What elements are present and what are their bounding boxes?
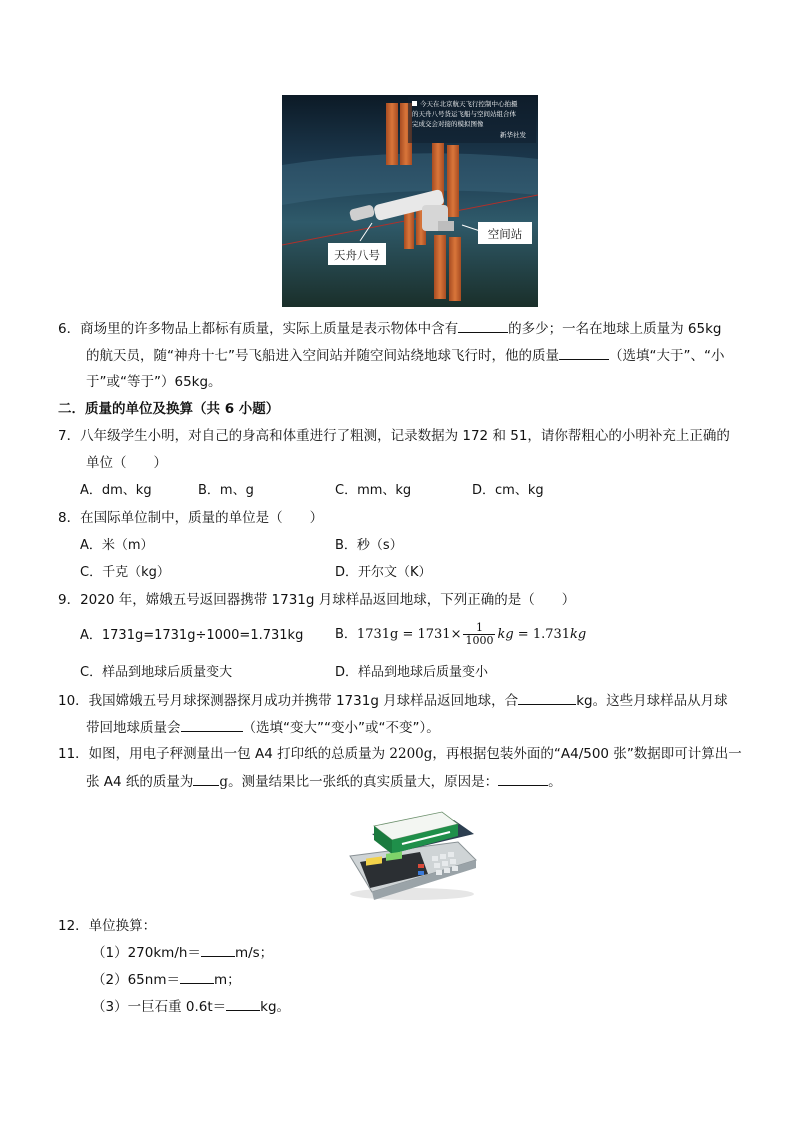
q12-title: 12．单位换算： [58, 918, 157, 934]
q10-blank-2[interactable] [181, 717, 243, 732]
q8-option-b[interactable]: B．秒（s） [335, 538, 403, 553]
q11-line-1: 11．如图，用电子秤测量出一包 A4 打印纸的总质量为 2200g，再根据包装外面的“A4/500 张”数据即可计算出一 [58, 746, 742, 762]
q12-item-2: （2）65nm＝ m； [92, 969, 241, 990]
fraction-denominator: 1000 [465, 634, 494, 647]
label-tianzhou: 天舟八号 [334, 248, 380, 262]
q7-option-c[interactable]: C．mm、kg [335, 483, 412, 498]
caption-line-3: 完成交会对接的模拟图像 [412, 120, 484, 128]
caption-line-2: 的天舟八号货运飞船与空间站组合体 [412, 110, 516, 118]
q12-item-3: （3）一巨石重 0.6t＝ kg。 [92, 996, 290, 1017]
q11-line-2: 张 A4 纸的质量为 g。测量结果比一张纸的真实质量大，原因是： 。 [86, 771, 562, 792]
q8-stem: 8．在国际单位制中，质量的单位是（ ） [58, 510, 324, 526]
q6-blank-1[interactable] [458, 318, 508, 333]
q6-line-1: 6．商场里的许多物品上都标有质量，实际上质量是表示物体中含有 的多少；一名在地球上质量为 65kg [58, 318, 721, 339]
q9-option-b[interactable]: B．1731g = 1731× $\frac{1}{1000}$ kg = 1.731kg [335, 621, 587, 647]
q9-option-c[interactable]: C．样品到地球后质量变大 [80, 665, 233, 680]
space-station-image [282, 95, 538, 307]
q6-line-2: 的航天员，随“神舟十七”号飞船进入空间站并随空间站绕地球飞行时，他的质量 （选填“大于”、“小 [86, 345, 724, 366]
q8-option-c[interactable]: C．千克（kg） [80, 565, 170, 580]
q12-blank-1[interactable] [201, 942, 235, 957]
q7-stem-2: 单位（ ） [86, 455, 167, 471]
q10-line-2: 带回地球质量会 （选填“变大”“变小”或“不变”）。 [86, 717, 440, 738]
q10-blank-1[interactable] [518, 690, 576, 705]
q8-option-d[interactable]: D．开尔文（K） [335, 565, 432, 580]
q10-line-1: 10．我国嫦娥五号月球探测器探月成功并携带 1731g 月球样品返回地球，合 kg。这些月球样品从月球 [58, 690, 728, 711]
caption-credit: 新华社发 [500, 131, 526, 139]
q9-option-a[interactable]: A．1731g=1731g÷1000=1.731kg [80, 628, 304, 643]
q12-blank-2[interactable] [180, 969, 214, 984]
caption-line-1: 今天在北京航天飞行控制中心拍摄 [420, 100, 518, 108]
q11-blank-1[interactable] [193, 771, 219, 786]
q12-item-1: （1）270km/h＝ m/s； [92, 942, 273, 963]
label-space-station: 空间站 [487, 227, 523, 241]
q7-option-a[interactable]: A．dm、kg [80, 483, 152, 498]
q6-blank-2[interactable] [559, 345, 609, 360]
q12-blank-3[interactable] [226, 996, 260, 1011]
q8-option-a[interactable]: A．米（m） [80, 538, 154, 553]
q7-option-d[interactable]: D．cm、kg [472, 483, 544, 498]
electronic-scale-image [342, 804, 482, 902]
q9-stem: 9．2020 年，嫦娥五号返回器携带 1731g 月球样品返回地球，下列正确的是（ ） [58, 592, 576, 608]
q9-option-d[interactable]: D．样品到地球后质量变小 [335, 665, 489, 680]
q6-line-3: 于”或“等于”）65kg。 [86, 374, 222, 390]
section-title: 二．质量的单位及换算（共 6 小题） [58, 401, 280, 417]
q7-stem: 7．八年级学生小明，对自己的身高和体重进行了粗测，记录数据为 172 和 51，请你帮粗心的小明补充上正确的 [58, 428, 730, 444]
fraction-numerator: 1 [463, 622, 495, 635]
q11-blank-2[interactable] [498, 771, 548, 786]
q7-option-b[interactable]: B．m、g [198, 483, 254, 498]
